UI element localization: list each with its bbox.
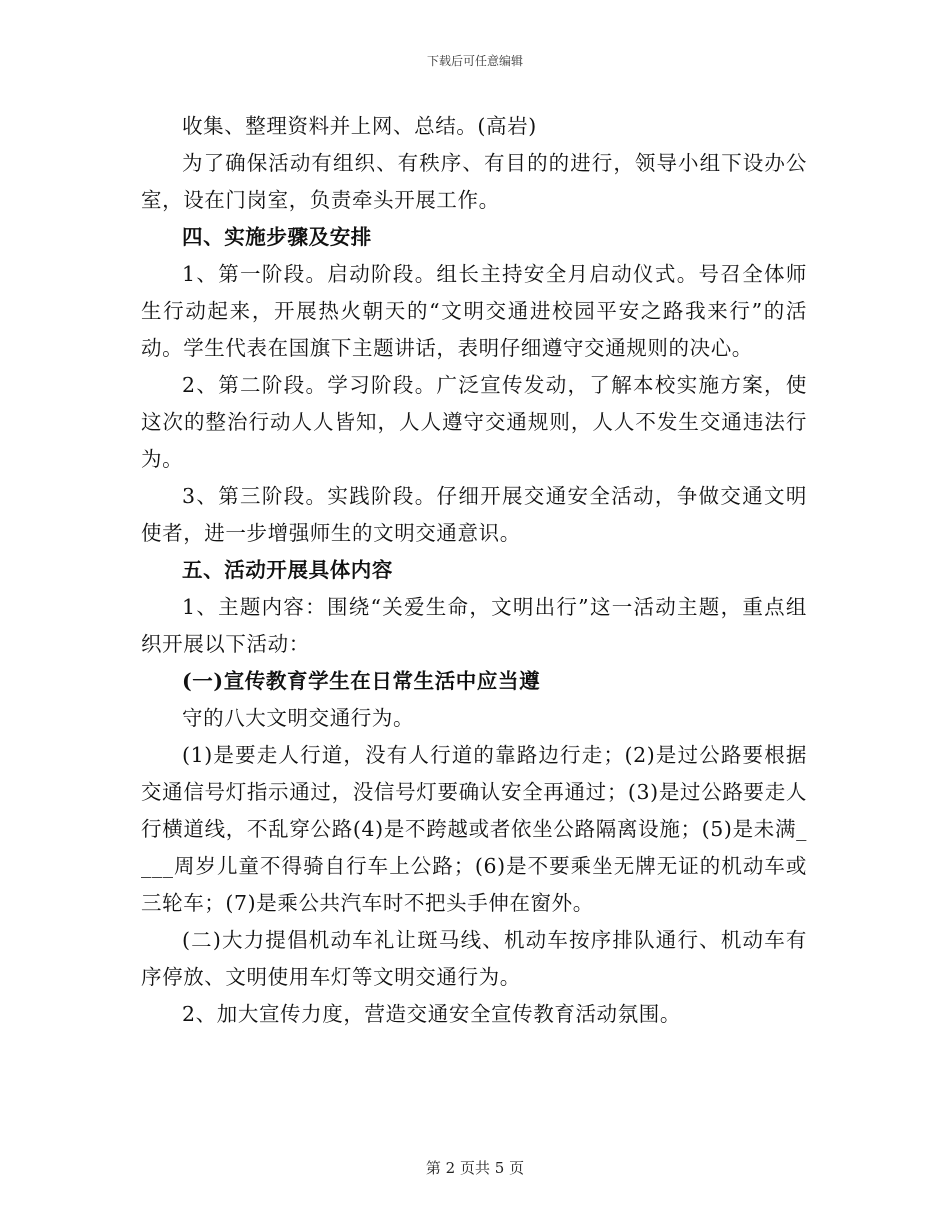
page-footer: 第 2 页共 5 页 (425, 1159, 525, 1177)
paragraph: 为了确保活动有组织、有秩序、有目的的进行，领导小组下设办公室，设在门岗室，负责牵头开展工作。 (141, 151, 807, 212)
paragraph: 收集、整理资料并上网、总结。(高岩) (182, 114, 537, 138)
page-header: 下载后可任意编辑 (426, 54, 523, 68)
subsection-heading: (一)宣传教育学生在日常生活中应当遵 (182, 669, 541, 693)
section-heading: 四、实施步骤及安排 (182, 225, 372, 249)
paragraph: 2、加大宣传力度，营造交通安全宣传教育活动氛围。 (182, 1002, 681, 1026)
paragraph: (二)大力提倡机动车礼让斑马线、机动车按序排队通行、机动车有序停放、文明使用车灯等文明交通行为。 (141, 928, 807, 989)
section-heading: 五、活动开展具体内容 (182, 558, 393, 582)
paragraph: (1)是要走人行道，没有人行道的靠路边行走；(2)是过公路要根据交通信号灯指示通过，没信号灯要确认安全再通过；(3)是过公路要走人行横道线，不乱穿公路(4)是不跨越或者依坐公路隔离设施；(5)是未满____周岁儿童不得骑自行车上公路；(6)是不要乘坐无牌无证的机动车或三轮车；(7)是乘公共汽车时不把头手伸在窗外。 (141, 743, 807, 915)
paragraph: 3、第三阶段。实践阶段。仔细开展交通安全活动，争做交通文明使者，进一步增强师生的文明交通意识。 (141, 484, 807, 545)
paragraph: 1、主题内容：围绕“关爱生命，文明出行”这一活动主题，重点组织开展以下活动： (141, 595, 807, 656)
paragraph: 守的八大文明交通行为。 (182, 706, 415, 730)
paragraph: 2、第二阶段。学习阶段。广泛宣传发动，了解本校实施方案，使这次的整治行动人人皆知，人人遵守交通规则，人人不发生交通违法行为。 (141, 373, 807, 471)
paragraph: 1、第一阶段。启动阶段。组长主持安全月启动仪式。号召全体师生行动起来，开展热火朝天的“文明交通进校园平安之路我来行”的活动。学生代表在国旗下主题讲话，表明仔细遵守交通规则的决心。 (141, 262, 807, 360)
document-body (141, 108, 807, 1033)
